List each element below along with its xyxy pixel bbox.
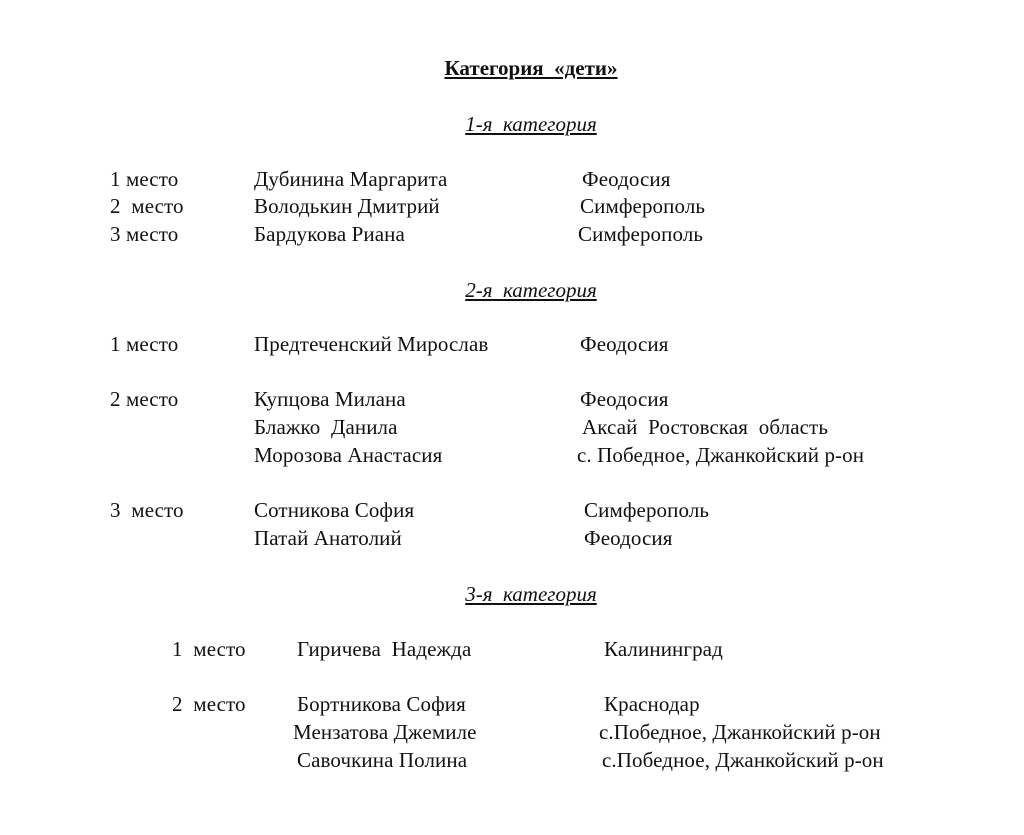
place-label: 1 место (172, 637, 246, 661)
place-label: 1 место (110, 167, 179, 191)
participant-name: Морозова Анастасия (254, 443, 443, 467)
participant-name: Блажко Данила (254, 415, 398, 439)
participant-name: Мензатова Джемиле (293, 720, 477, 744)
participant-name: Савочкина Полина (297, 748, 468, 772)
participant-city: Краснодар (604, 692, 700, 716)
place-label: 3 место (110, 222, 179, 246)
participant-city: Калининград (604, 637, 723, 661)
participant-name: Бардукова Риана (254, 222, 405, 246)
participant-city: с.Победное, Джанкойский р-он (599, 720, 881, 744)
section-heading-2: 2-я категория (465, 278, 597, 302)
participant-city: Феодосия (580, 332, 669, 356)
participant-city: Феодосия (582, 167, 671, 191)
section-heading-1: 1-я категория (465, 112, 597, 136)
section-heading-3: 3-я категория (465, 582, 597, 606)
participant-name: Патай Анатолий (254, 526, 402, 550)
place-label: 2 место (172, 692, 246, 716)
participant-city: Симферополь (580, 194, 706, 218)
participant-name: Гиричева Надежда (297, 637, 472, 661)
participant-city: Феодосия (584, 526, 673, 550)
place-label: 3 место (110, 498, 184, 522)
participant-city: Аксай Ростовская область (582, 415, 828, 439)
place-label: 2 место (110, 387, 179, 411)
place-label: 2 место (110, 194, 184, 218)
participant-city: Симферополь (584, 498, 710, 522)
participant-name: Сотникова София (254, 498, 415, 522)
participant-name: Дубинина Маргарита (254, 167, 448, 191)
participant-name: Купцова Милана (254, 387, 406, 411)
place-label: 1 место (110, 332, 179, 356)
participant-city: Симферополь (578, 222, 704, 246)
participant-city: Феодосия (580, 387, 669, 411)
participant-name: Бортникова София (297, 692, 466, 716)
document-title: Категория «дети» (444, 56, 618, 80)
participant-name: Володькин Дмитрий (254, 194, 440, 218)
participant-name: Предтеченский Мирослав (254, 332, 489, 356)
participant-city: с.Победное, Джанкойский р-он (602, 748, 884, 772)
participant-city: с. Победное, Джанкойский р-он (577, 443, 865, 467)
